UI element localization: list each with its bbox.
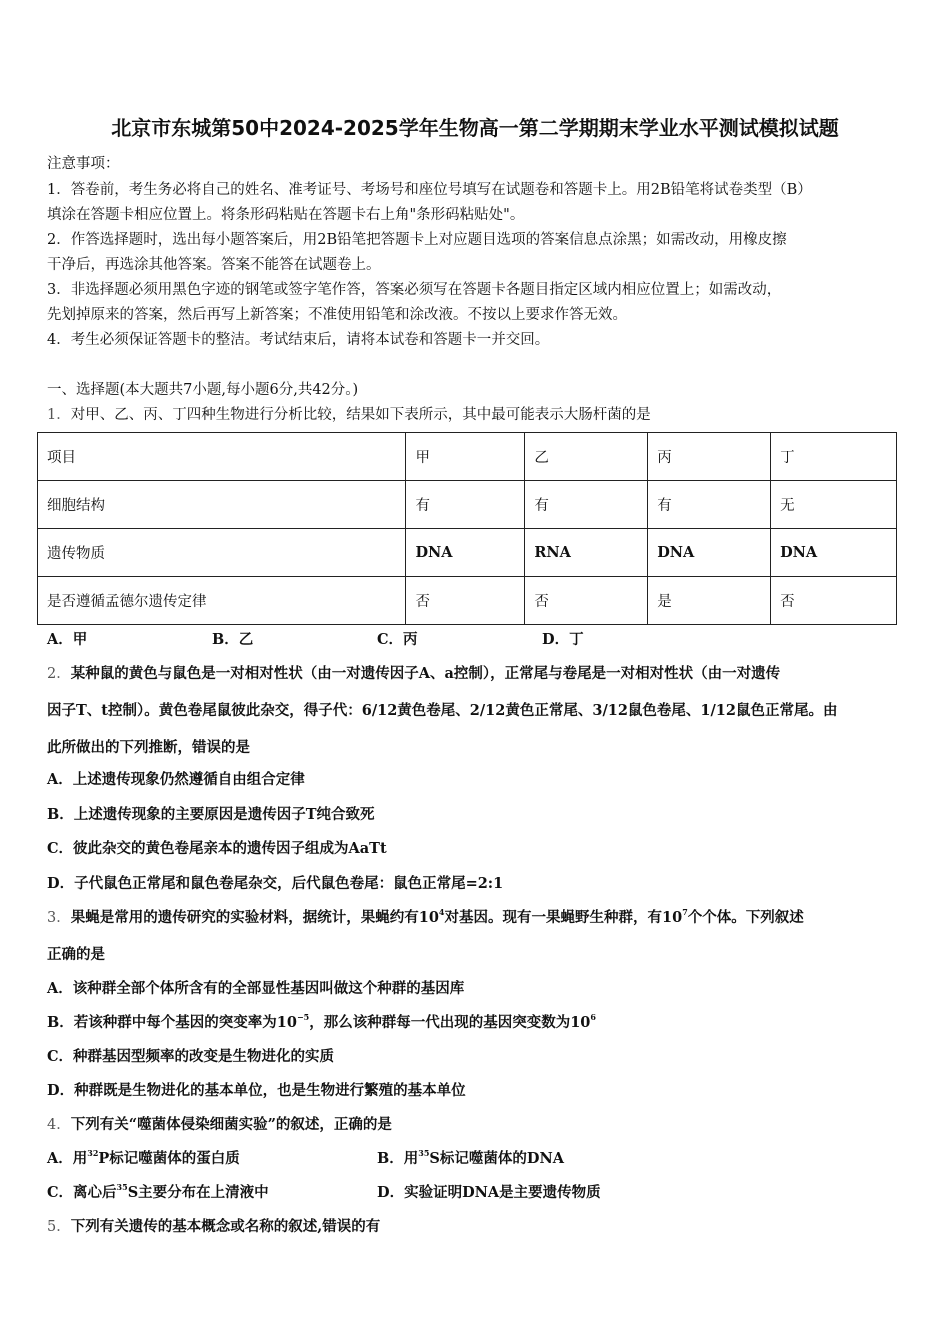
question-4 [47, 1113, 392, 1134]
section-heading: 一、选择题(本大题共7小题,每小题6分,共42分。) [47, 382, 359, 398]
superscript: 6 [590, 1012, 596, 1022]
table-cell: 乙 [525, 433, 648, 481]
question-3 [47, 906, 804, 927]
superscript: 35 [116, 1182, 128, 1192]
option-b: B．上述遗传现象的主要原因是遗传因子T纯合致死 [47, 806, 375, 823]
option-b [47, 1011, 596, 1032]
question-stem: 下列有关遗传的基本概念或名称的叙述,错误的有 [70, 1218, 381, 1235]
notice-line: 3．非选择题必须用黑色字迹的钢笔或签字笔作答，答案必须写在答题卡各题目指定区域内相应位置上；如需改动， [47, 282, 782, 298]
question-stem-line: 此所做出的下列推断，错误的是 [47, 739, 250, 756]
table-cell: 有 [406, 481, 525, 529]
table-cell: 无 [771, 481, 897, 529]
table-cell: 甲 [406, 433, 525, 481]
table-cell: 遗传物质 [38, 529, 406, 577]
table-row [38, 433, 897, 481]
superscript: 4 [438, 907, 445, 917]
question-2 [47, 662, 780, 683]
option-d: D．子代鼠色正常尾和鼠色卷尾杂交，后代鼠色卷尾：鼠色正常尾=2:1 [47, 875, 504, 892]
question-number: 1． [47, 407, 71, 423]
question-stem: 某种鼠的黄色与鼠色是一对相对性状（由一对遗传因子A、a控制），正常尾与卷尾是一对相对性状（由一对遗传 [70, 665, 781, 682]
table-cell: 细胞结构 [38, 481, 406, 529]
option-text: ，那么该种群每一代出现的基因突变数为10 [309, 1014, 591, 1031]
notice-line: 1．答卷前，考生务必将自己的姓名、准考证号、考场号和座位号填写在试题卷和答题卡上。用2B铅笔将试卷类型（B） [47, 182, 812, 198]
table-cell: 丁 [771, 433, 897, 481]
superscript: 7 [682, 907, 688, 917]
question-stem-line: 正确的是 [47, 946, 105, 963]
option-d: D．丁 [542, 631, 584, 648]
option-text: B．若该种群中每个基因的突变率为10 [47, 1014, 297, 1031]
notice-line: 干净后，再选涂其他答案。答案不能答在试题卷上。 [47, 257, 381, 273]
table-row [38, 529, 897, 577]
question-stem: 果蝇是常用的遗传研究的实验材料，据统计，果蝇约有10 [70, 909, 439, 926]
table-cell: 是 [648, 577, 771, 625]
table-cell: 丙 [648, 433, 771, 481]
table-row [38, 481, 897, 529]
question-number: 3． [47, 910, 71, 926]
table-cell: 否 [525, 577, 648, 625]
option-a: A．甲 [47, 631, 88, 648]
question-number: 5． [47, 1219, 71, 1235]
option-c [47, 1181, 269, 1202]
table-cell: DNA [648, 529, 771, 577]
option-text: S主要分布在上清液中 [127, 1184, 269, 1201]
option-d: D．种群既是生物进化的基本单位，也是生物进行繁殖的基本单位 [47, 1082, 466, 1099]
option-d: D．实验证明DNA是主要遗传物质 [377, 1184, 601, 1201]
option-text: B．用 [377, 1150, 419, 1167]
question-1 [47, 403, 651, 424]
superscript: 35 [418, 1148, 430, 1158]
option-text: C．离心后 [47, 1184, 117, 1201]
table-row [38, 577, 897, 625]
table-cell: 否 [406, 577, 525, 625]
option-a: A．上述遗传现象仍然遵循自由组合定律 [47, 771, 305, 788]
superscript: 32 [87, 1148, 99, 1158]
question-number: 2． [47, 666, 71, 682]
option-text: A．用 [47, 1150, 88, 1167]
question-5 [47, 1215, 380, 1236]
option-a [47, 1147, 240, 1168]
page-title: 北京市东城第50中2024-2025学年生物高一第二学期期末学业水平测试模拟试题 [111, 116, 839, 140]
table-cell: 否 [771, 577, 897, 625]
option-text: P标记噬菌体的蛋白质 [98, 1150, 240, 1167]
table-cell: 是否遵循孟德尔遗传定律 [38, 577, 406, 625]
superscript: −5 [296, 1012, 310, 1022]
table-cell: DNA [771, 529, 897, 577]
question-stem-line: 因子T、t控制）。黄色卷尾鼠彼此杂交，得子代：6/12黄色卷尾、2/12黄色正常尾、3/12鼠色卷尾、1/12鼠色正常尾。由 [47, 702, 838, 719]
question-stem: 对甲、乙、丙、丁四种生物进行分析比较，结果如下表所示，其中最可能表示大肠杆菌的是 [70, 407, 651, 423]
option-a: A．该种群全部个体所含有的全部显性基因叫做这个种群的基因库 [47, 980, 465, 997]
question-stem: 下列有关“噬菌体侵染细菌实验”的叙述，正确的是 [70, 1116, 392, 1133]
option-text: S标记噬菌体的DNA [429, 1150, 564, 1167]
option-c: C．彼此杂交的黄色卷尾亲本的遗传因子组成为AaTt [47, 840, 387, 857]
table-cell: 有 [525, 481, 648, 529]
comparison-table [37, 432, 897, 625]
option-b [377, 1147, 564, 1168]
option-c: C．种群基因型频率的改变是生物进化的实质 [47, 1048, 335, 1065]
notice-line: 先划掉原来的答案，然后再写上新答案；不准使用铅笔和涂改液。不按以上要求作答无效。 [47, 307, 627, 323]
notice-heading: 注意事项： [47, 156, 120, 172]
question-number: 4． [47, 1117, 71, 1133]
question-stem: 对基因。现有一果蝇野生种群，有10 [444, 909, 683, 926]
table-cell: 有 [648, 481, 771, 529]
option-b: B．乙 [212, 631, 254, 648]
notice-line: 填涂在答题卡相应位置上。将条形码粘贴在答题卡右上角"条形码粘贴处"。 [47, 207, 525, 223]
table-cell: RNA [525, 529, 648, 577]
notice-line: 4．考生必须保证答题卡的整洁。考试结束后，请将本试卷和答题卡一并交回。 [47, 332, 550, 348]
option-c: C．丙 [377, 631, 418, 648]
table-cell: 项目 [38, 433, 406, 481]
notice-line: 2．作答选择题时，选出每小题答案后，用2B铅笔把答题卡上对应题目选项的答案信息点涂黑；如需改动，用橡皮擦 [47, 232, 787, 248]
question-stem: 个个体。下列叙述 [687, 909, 804, 926]
table-cell: DNA [406, 529, 525, 577]
